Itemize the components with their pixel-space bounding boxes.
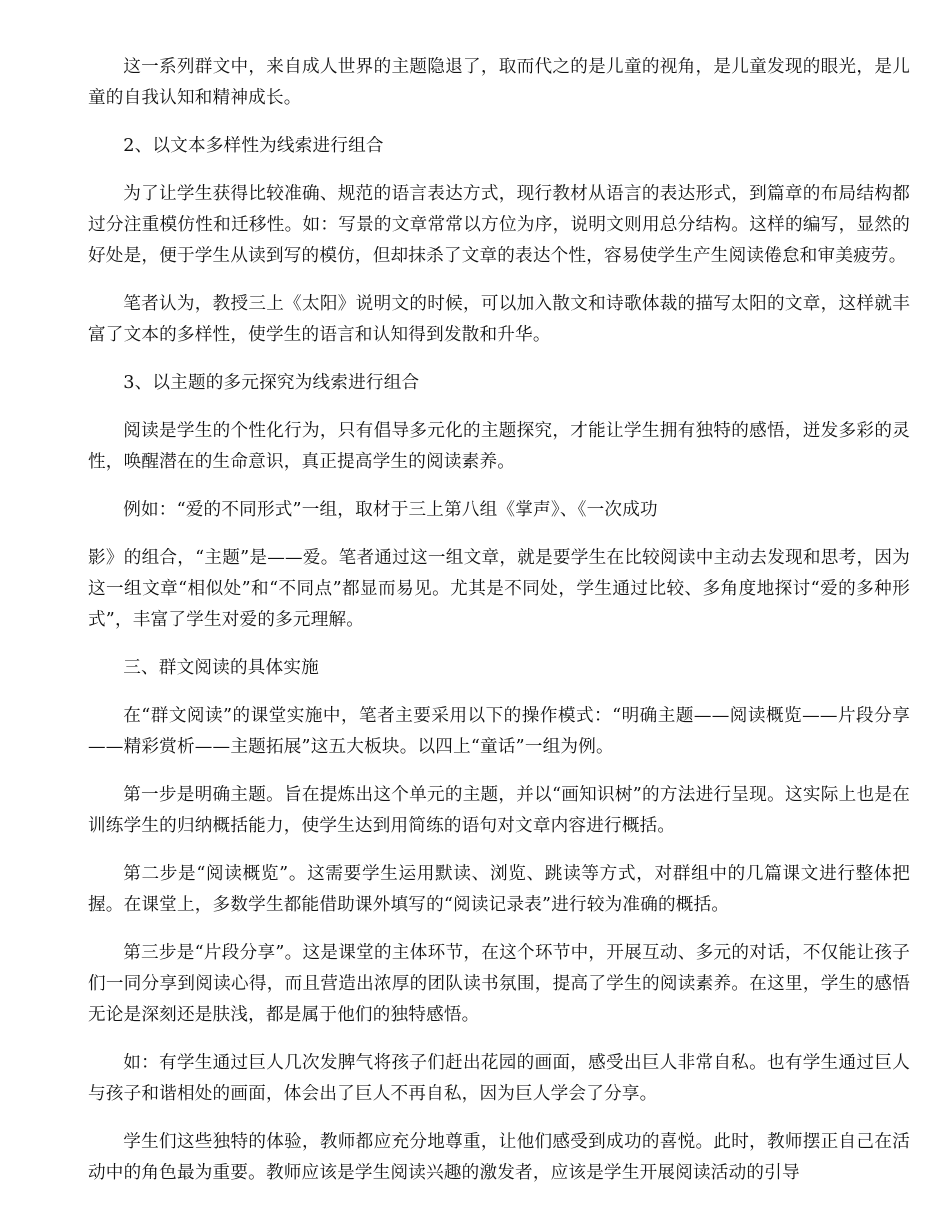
paragraph-personalized-reading: 阅读是学生的个性化行为，只有倡导多元化的主题探究，才能让学生拥有独特的感悟，迸发多彩的灵性，唤醒潜在的生命意识，真正提高学生的阅读素养。	[88, 421, 910, 472]
heading-implementation: 三、群文阅读的具体实施	[123, 658, 319, 678]
paragraph-sun-example: 笔者认为，教授三上《太阳》说明文的时候，可以加入散文和诗歌体裁的描写太阳的文章，这样就丰富了文本的多样性，使学生的语言和认知得到发散和升华。	[88, 294, 910, 345]
paragraph-step-three: 第三步是“片段分享”。这是课堂的主体环节，在这个环节中，开展互动、多元的对话，不仅能让孩子们一同分享到阅读心得，而且营造出浓厚的团队读书氛围，提高了学生的阅读素养。在这里，学生的感悟无论是深刻还是肤浅，都是属于他们的独特感悟。	[88, 943, 910, 1025]
document-body	[88, 52, 910, 1206]
paragraph-intro-summary: 这一系列群文中，来自成人世界的主题隐退了，取而代之的是儿童的视角，是儿童发现的眼光，是儿童的自我认知和精神成长。	[88, 57, 910, 108]
paragraph-love-example: 例如：“爱的不同形式”一组，取材于三上第八组《掌声》、《一次成功	[123, 500, 658, 520]
heading-theme-exploration: 3、以主题的多元探究为线索进行组合	[123, 373, 420, 393]
heading-text-diversity: 2、以文本多样性为线索进行组合	[123, 136, 384, 156]
paragraph-operation-mode: 在“群文阅读”的课堂实施中，笔者主要采用以下的操作模式：“明确主题——阅读概览——片段分享——精彩赏析——主题拓展”这五大板块。以四上“童话”一组为例。	[88, 706, 910, 757]
paragraph-step-two: 第二步是“阅读概览”。这需要学生运用默读、浏览、跳读等方式，对群组中的几篇课文进行整体把握。在课堂上，多数学生都能借助课外填写的“阅读记录表”进行较为准确的概括。	[88, 864, 910, 915]
paragraph-love-continuation: 影》的组合，“主题”是——爱。笔者通过这一组文章，就是要学生在比较阅读中主动去发现和思考，因为这一组文章“相似处”和“不同点”都显而易见。尤其是不同处，学生通过比较、多角度地探讨“爱的多种形式”，丰富了学生对爱的多元理解。	[88, 548, 910, 630]
paragraph-teacher-role: 学生们这些独特的体验，教师都应充分地尊重，让他们感受到成功的喜悦。此时，教师摆正自己在活动中的角色最为重要。教师应该是学生阅读兴趣的激发者，应该是学生开展阅读活动的引导	[88, 1132, 910, 1183]
paragraph-step-one: 第一步是明确主题。旨在提炼出这个单元的主题，并以“画知识树”的方法进行呈现。这实际上也是在训练学生的归纳概括能力，使学生达到用简练的语句对文章内容进行概括。	[88, 785, 910, 836]
paragraph-language-expression: 为了让学生获得比较准确、规范的语言表达方式，现行教材从语言的表达形式，到篇章的布局结构都过分注重模仿性和迁移性。如：写景的文章常常以方位为序，说明文则用总分结构。这样的编写，显然的好处是，便于学生从读到写的模仿，但却抹杀了文章的表达个性，容易使学生产生阅读倦怠和审美疲劳。	[88, 184, 910, 266]
paragraph-giant-example: 如：有学生通过巨人几次发脾气将孩子们赶出花园的画面，感受出巨人非常自私。也有学生通过巨人与孩子和谐相处的画面，体会出了巨人不再自私，因为巨人学会了分享。	[88, 1053, 910, 1104]
